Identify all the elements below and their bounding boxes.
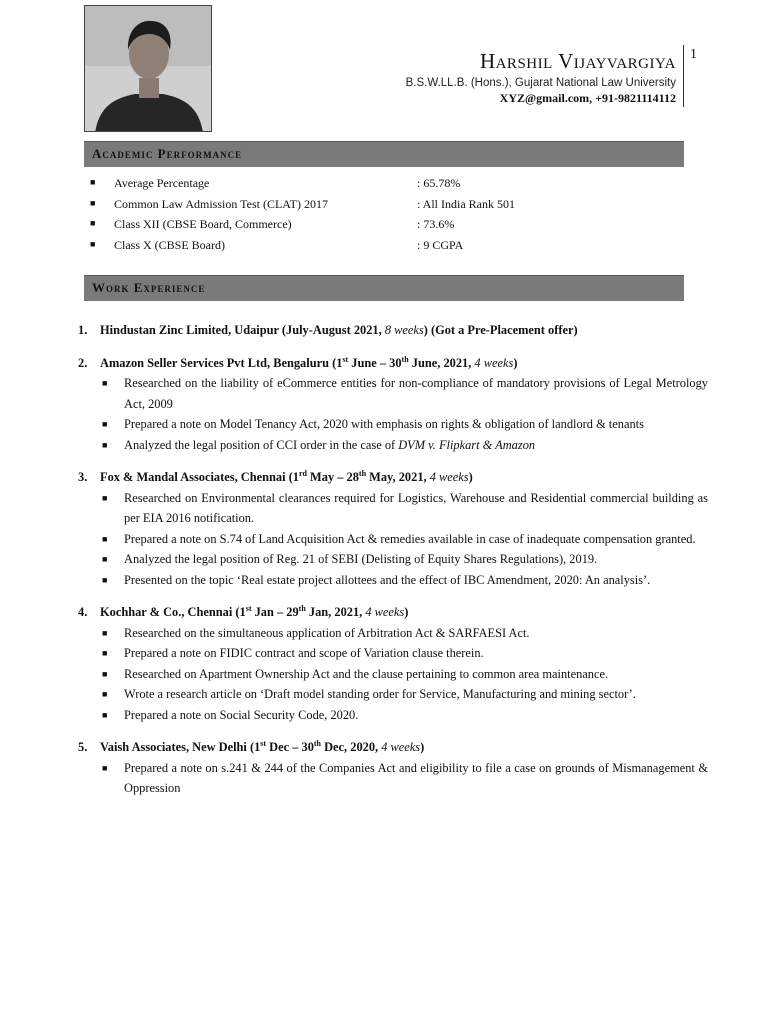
job-org: Fox & Mandal Associates, Chennai (1 [100, 470, 299, 484]
job-number: 5. [78, 740, 88, 754]
date-suffix: th [358, 468, 367, 478]
job-point [78, 643, 708, 664]
job-title [78, 353, 708, 374]
job-point-text: Researched on the simultaneous application of Arbitration Act & SARFAESI Act. [124, 625, 530, 640]
job-points [78, 488, 708, 591]
job-title [78, 602, 708, 623]
job-number: 4. [78, 605, 88, 619]
job-point [78, 373, 708, 414]
date-suffix: th [298, 603, 306, 613]
job-date-end: Jan, 2021, [305, 605, 366, 619]
job-org: Kochhar & Co., Chennai (1 [100, 605, 246, 619]
job-point-text: Prepared a note on s.241 & 244 of the Companies Act and eligibility to file a case on grounds of Mismanagement & Oppression [124, 760, 708, 795]
header-divider [683, 45, 684, 107]
academic-value: : All India Rank 501 [417, 196, 515, 211]
square-bullet-icon: ■ [102, 554, 108, 564]
job-date-mid: Dec – 30 [266, 740, 314, 754]
work-experience-list [78, 320, 708, 811]
job-points [78, 623, 708, 726]
date-suffix: rd [298, 468, 307, 478]
job-point-text: Presented on the topic ‘Real estate project allottees and the effect of IBC Amendment, 2020: An analysis’. [124, 572, 651, 587]
job-points [78, 758, 708, 799]
job-title [78, 737, 708, 758]
square-bullet-icon: ■ [102, 492, 108, 503]
job-point [78, 705, 708, 726]
job-date-mid: May – 28 [306, 470, 359, 484]
candidate-name: Harshil Vijayvargiya [479, 49, 676, 73]
job-number: 2. [78, 355, 88, 370]
job-date-end: June, 2021, [408, 355, 475, 370]
academic-label: Common Law Admission Test (CLAT) 2017 [114, 196, 328, 211]
job-duration: 4 weeks [429, 470, 469, 484]
job-title-text: Hindustan Zinc Limited, Udaipur (July-August 2021, [100, 323, 385, 337]
job-org: Amazon Seller Services Pvt Ltd, Bengaluru (1 [100, 355, 343, 370]
job-number: 3. [78, 470, 88, 484]
square-bullet-icon: ■ [102, 668, 108, 679]
page-number: 1 [690, 47, 697, 62]
job-point-text: Wrote a research article on ‘Draft model standing order for Service, Manufacturing and mining sector’. [124, 687, 636, 701]
resume-header [406, 50, 676, 105]
square-bullet-icon: ■ [102, 419, 108, 429]
academic-row [90, 176, 690, 197]
job-duration: 4 weeks [381, 740, 421, 754]
job-point [78, 570, 708, 591]
job-point [78, 529, 708, 550]
job-point [78, 488, 708, 529]
section-title-academic: Academic Performance [92, 146, 243, 161]
square-bullet-icon: ■ [102, 648, 108, 658]
job-point-text: Prepared a note on FIDIC contract and scope of Variation clause therein. [124, 646, 484, 660]
job-title-suffix: ) (Got a Pre-Placement offer) [423, 323, 578, 337]
square-bullet-icon: ■ [90, 238, 96, 249]
job-point [78, 414, 708, 435]
job-date-end: May, 2021, [366, 470, 430, 484]
square-bullet-icon: ■ [102, 533, 108, 544]
section-title-work: Work Experience [92, 280, 206, 295]
academic-label: Class XII (CBSE Board, Commerce) [114, 217, 292, 231]
job-close: ) [468, 470, 473, 484]
job-close: ) [513, 355, 518, 370]
job-point-text: Analyzed the legal position of CCI order in the case of [124, 437, 399, 452]
academic-value: : 65.78% [417, 176, 461, 190]
academic-list [90, 176, 690, 258]
job-point [78, 758, 708, 799]
job-duration: 4 weeks [474, 355, 514, 370]
date-suffix: st [260, 738, 267, 748]
person-silhouette-icon [85, 6, 212, 132]
job-point [78, 549, 708, 570]
job-point-text: Prepared a note on Social Security Code, 2020. [124, 707, 359, 722]
job-point [78, 664, 708, 685]
job-points [78, 373, 708, 455]
square-bullet-icon: ■ [90, 177, 96, 187]
job-close: ) [404, 605, 409, 619]
square-bullet-icon: ■ [102, 574, 108, 585]
square-bullet-icon: ■ [102, 709, 108, 720]
academic-performance-bar [84, 141, 684, 167]
job-point [78, 623, 708, 644]
square-bullet-icon: ■ [90, 197, 96, 208]
square-bullet-icon: ■ [102, 439, 108, 450]
contact-line: XYZ@gmail.com, +91-9821114112 [499, 91, 676, 105]
square-bullet-icon: ■ [90, 218, 96, 228]
date-suffix: th [401, 354, 409, 364]
job-date-mid: Jan – 29 [251, 605, 299, 619]
academic-value: : 73.6% [417, 217, 455, 231]
job-point-text: Researched on Apartment Ownership Act and the clause pertaining to common area maintenance. [124, 666, 609, 681]
academic-label: Average Percentage [114, 176, 210, 190]
job-point-text: Prepared a note on S.74 of Land Acquisition Act & remedies available in case of inadequate compensation granted. [124, 531, 696, 546]
academic-row [90, 238, 690, 259]
job-title [78, 467, 708, 488]
job-entry [78, 320, 708, 341]
job-date-mid: June – 30 [348, 355, 402, 370]
job-title [78, 320, 708, 341]
academic-value: : 9 CGPA [417, 237, 464, 252]
profile-photo [84, 5, 212, 132]
job-entry [78, 467, 708, 590]
job-duration: 4 weeks [365, 605, 405, 619]
academic-label: Class X (CBSE Board) [114, 237, 225, 252]
job-close: ) [420, 740, 425, 754]
job-point [78, 684, 708, 705]
work-experience-bar [84, 275, 684, 301]
job-entry [78, 353, 708, 456]
academic-row [90, 197, 690, 218]
job-date-end: Dec, 2020, [321, 740, 382, 754]
academic-row [90, 217, 690, 238]
job-point-text: Analyzed the legal position of Reg. 21 of SEBI (Delisting of Equity Shares Regulations), 2019. [124, 552, 598, 566]
job-number: 1. [78, 323, 88, 337]
job-entry [78, 602, 708, 725]
job-org: Vaish Associates, New Delhi (1 [100, 740, 261, 754]
job-entry [78, 737, 708, 799]
square-bullet-icon: ■ [102, 689, 108, 699]
square-bullet-icon: ■ [102, 762, 108, 773]
degree-line: B.S.W.LL.B. (Hons.), Gujarat National Law University [405, 77, 676, 89]
square-bullet-icon: ■ [102, 378, 108, 388]
date-suffix: st [245, 603, 252, 613]
job-point-text: Researched on the liability of eCommerce entities for non-compliance of mandatory provisions of Legal Metrology Act, 2009 [124, 376, 708, 411]
square-bullet-icon: ■ [102, 627, 108, 638]
date-suffix: st [342, 354, 349, 364]
job-duration: 8 weeks [384, 323, 424, 337]
job-point-text: Researched on Environmental clearances required for Logistics, Warehouse and Residential commercial building as per EIA 2016 notification. [124, 490, 708, 525]
case-name: DVM v. Flipkart & Amazon [398, 437, 536, 452]
job-point-text: Prepared a note on Model Tenancy Act, 2020 with emphasis on rights & obligation of landlord & tenants [124, 417, 644, 431]
job-point [78, 435, 708, 456]
date-suffix: th [313, 738, 322, 748]
